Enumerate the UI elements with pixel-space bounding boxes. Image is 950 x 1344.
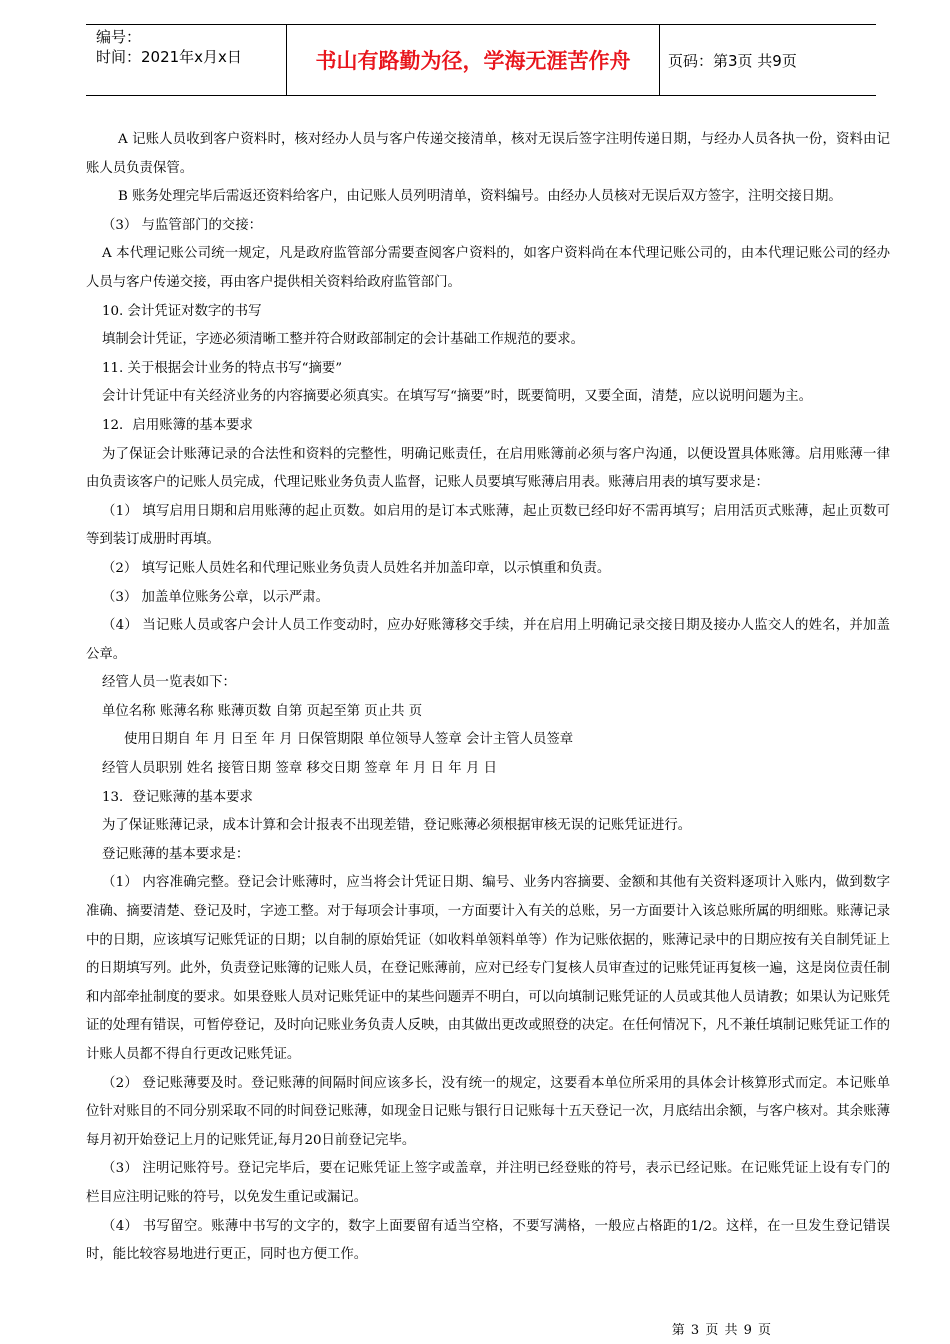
- page-footer: 第 3 页 共 9 页: [671, 1323, 772, 1338]
- page-header: [86, 24, 876, 96]
- body-paragraph: （2） 填写记账人员姓名和代理记账业务负责人员姓名并加盖印章，以示慎重和负责。: [102, 560, 611, 576]
- body-paragraph: （4） 当记账人员或客户会计人员工作变动时，应办好账簿移交手续，并在启用上明确记录交接日期及接办人监交人的姓名，并加盖公章。: [86, 618, 890, 662]
- body-paragraph: （3） 与监管部门的交接：: [102, 217, 263, 233]
- body-paragraph: B 账务处理完毕后需返还资料给客户，由记账人员列明清单，资料编号。由经办人员核对无误后双方签字，注明交接日期。: [118, 189, 842, 205]
- body-paragraph: A 记账人员收到客户资料时，核对经办人员与客户传递交接清单，核对无误后签字注明传递日期，与经办人员各执一份，资料由记账人员负责保管。: [86, 132, 890, 176]
- body-paragraph: 10. 会计凭证对数字的书写: [102, 303, 262, 319]
- body-paragraph: 11. 关于根据会计业务的特点书写“摘要”: [102, 360, 343, 376]
- body-paragraph: 经管人员职别 姓名 接管日期 签章 移交日期 签章 年 月 日 年 月 日: [102, 761, 497, 777]
- body-paragraph: （1） 填写启用日期和启用账薄的起止页数。如启用的是订本式账薄，起止页数已经印好不需再填写；启用活页式账薄，起止页数可等到装订成册时再填。: [86, 503, 890, 548]
- body-paragraph: 经管人员一览表如下：: [102, 675, 236, 691]
- body-paragraph: 单位名称 账薄名称 账薄页数 自第 页起至第 页止共 页: [102, 703, 423, 719]
- body-paragraph: （3） 注明记账符号。登记完毕后，要在记账凭证上签字或盖章，并注明已经登账的符号，表示已经记账。在记账凭证上设有专门的栏目应注明记账的符号，以免发生重记或漏记。: [86, 1161, 890, 1205]
- document-number-label: 编号：: [96, 28, 142, 46]
- document-time-label: 时间：2021年x月x日: [96, 48, 242, 66]
- body-paragraph: 登记账薄的基本要求是：: [102, 846, 250, 862]
- body-paragraph: 12．启用账簿的基本要求: [102, 417, 253, 433]
- body-paragraph: 13．登记账薄的基本要求: [102, 789, 253, 805]
- body-paragraph: （1） 内容准确完整。登记会计账薄时，应当将会计凭证日期、编号、业务内容摘要、金额和其他有关资料逐项计入账内，做到数字准确、摘要清楚、登记及时，字迹工整。对于每项会计事项，一方面要计入有关的总账，另一方面要计入该总账所属的明细账。账薄记录中的日期，应该填写记账凭证的日期；以自制的原始凭证（如收料单领料单等）作为记账依据的，账薄记录中的日期应按有关自制凭证上的日期填写列。此外，负责登记账簿的记账人员，在登记账薄前，应对已经专门复核人员审查过的记账凭证再复核一遍，这是岗位责任制和内部牵扯制度的要求。如果登账人员对记账凭证中的某些问题弄不明白，可以向填制记账凭证的人员或其他人员请教；如果认为记账凭证的处理有错误，可暂停登记，及时向记账业务负责人反映，由其做出更改或照登的决定。在任何情况下，凡不兼任填制记账凭证工作的计账人员都不得自行更改记账凭证。: [86, 875, 890, 1062]
- body-paragraph: 填制会计凭证，字迹必须清晰工整并符合财政部制定的会计基础工作规范的要求。: [102, 332, 585, 348]
- body-paragraph: 为了保证账薄记录，成本计算和会计报表不出现差错，登记账薄必须根据审核无误的记账凭证进行。: [102, 818, 692, 834]
- body-paragraph: （2） 登记账薄要及时。登记账薄的间隔时间应该多长，没有统一的规定，这要看本单位所采用的具体会计核算形式而定。本记账单位针对账目的不同分别采取不同的时间登记账薄，如现金日记账与银行日记账每十五天登记一次，月底结出余额，与客户核对。其余账薄每月初开始登记上月的记账凭证,每月20日前登记完毕。: [86, 1075, 890, 1148]
- body-paragraph: （4） 书写留空。账薄中书写的文字的，数字上面要留有适当空格，不要写满格，一般应占格距的1/2。这样，在一旦发生登记错误时，能比较容易地进行更正，同时也方便工作。: [86, 1218, 890, 1263]
- body-paragraph: 为了保证会计账薄记录的合法性和资料的完整性，明确记账责任，在启用账簿前必须与客户沟通，以便设置具体账簿。启用账薄一律由负责该客户的记账人员完成，代理记账业务负责人监督，记账人员要填写账薄启用表。账薄启用表的填写要求是：: [86, 446, 890, 491]
- body-paragraph: 会计计凭证中有关经济业务的内容摘要必须真实。在填写写“摘要”时，既要简明，又要全面，清楚，应以说明问题为主。: [102, 389, 812, 405]
- document-body: [86, 126, 890, 1270]
- body-paragraph: A 本代理记账公司统一规定，凡是政府监管部分需要查阅客户资料的，如客户资料尚在本代理记账公司的，由本代理记账公司的经办人员与客户传递交接，再由客户提供相关资料给政府监管部门。: [86, 246, 890, 290]
- body-paragraph: （3） 加盖单位账务公章，以示严肃。: [102, 589, 330, 605]
- body-paragraph: 使用日期自 年 月 日至 年 月 日保管期限 单位领导人签章 会计主管人员签章: [124, 732, 574, 748]
- header-meta: [86, 25, 286, 95]
- header-page-code: 页码：第3页 共9页: [668, 51, 797, 70]
- header-motto: 书山有路勤为径，学海无涯苦作舟: [286, 25, 660, 95]
